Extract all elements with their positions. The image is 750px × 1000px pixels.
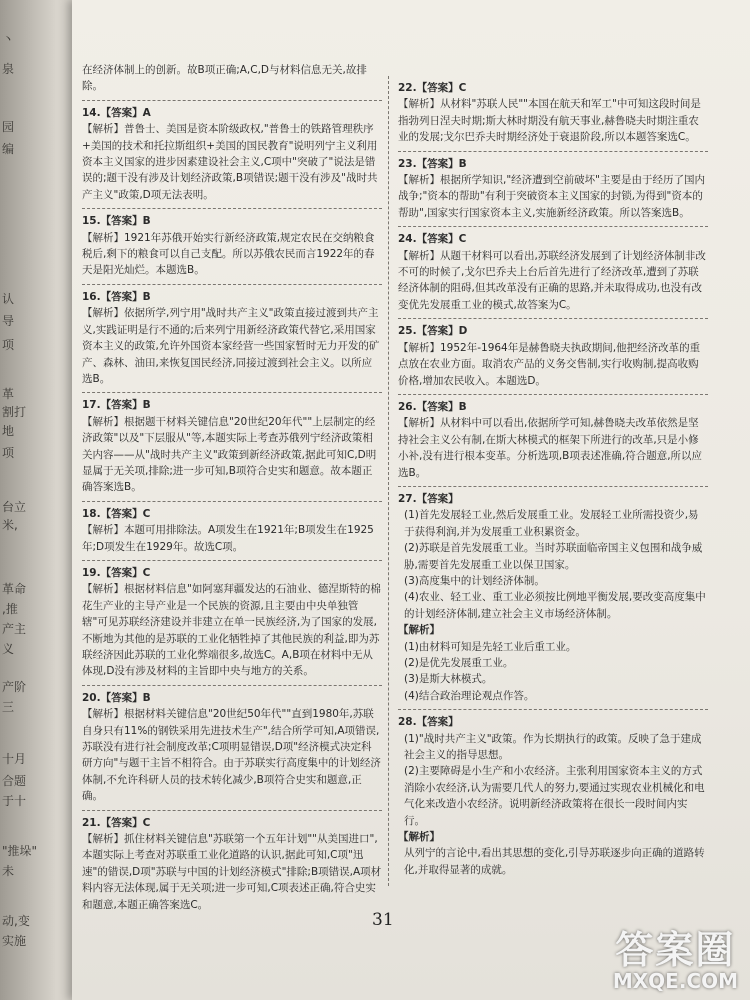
strip-fragment: 导 (2, 314, 15, 328)
strip-fragment: 十月 (2, 752, 27, 766)
answer-label: 20.【答案】B (82, 691, 151, 704)
answer-item (82, 561, 382, 686)
answer-item (82, 393, 382, 501)
strip-fragment: 台立 (2, 500, 27, 514)
answer-label: 28.【答案】 (398, 716, 459, 729)
analysis-label: 【解析】 (398, 831, 440, 844)
strip-fragment: 丶 (2, 32, 15, 46)
strip-fragment: 合题 (2, 774, 27, 788)
left-column (82, 58, 382, 918)
analysis-point: (4)结合政治理论观点作答。 (404, 689, 535, 702)
answer-label: 16.【答案】B (82, 290, 151, 303)
answer-label: 19.【答案】C (82, 566, 151, 579)
watermark-logo (613, 930, 738, 992)
strip-fragment: 革命 (2, 582, 27, 596)
answer-point: (1)"战时共产主义"政策。作为长期执行的政策。反映了急于建成社会主义的指导思想。 (404, 732, 702, 762)
answer-label: 14.【答案】A (82, 106, 151, 119)
explanation-text: 【解析】依据所学,列宁用"战时共产主义"政策直接过渡到共产主义,实践证明是行不通的;后来列宁用新经济政策代替它,采用国家资本主义的政策,允许外国资本家经营一些国家暂时无力开发的矿产、森林、油田,来恢复国民经济,同接过渡到社会主义。以所应选B。 (82, 307, 380, 385)
answer-label: 22.【答案】C (398, 82, 467, 94)
answer-item (398, 76, 708, 152)
answer-point: (1)首先发展轻工业,然后发展重工业。发展轻工业所需投资少,易于获得利润,并为发展重工业积累资金。 (404, 509, 699, 538)
answer-item (82, 686, 382, 811)
strip-fragment: 项 (2, 446, 15, 460)
strip-fragment: 义 (2, 642, 15, 656)
explanation-text: 【解析】普鲁士、美国是资本阶级政权,"普鲁士的铁路管理秩序+美国的技术和托拉斯组织+美国的国民教育"说明列宁主义利用资本主义国家的进步因素建设社会主义,C项中"突破了"说法是错误的;题干没有涉及计划经济政策,B项错误;题干没有涉及"战时共产主义"政策,D项无法表明。 (82, 123, 378, 201)
strip-fragment: 泉 (2, 62, 15, 76)
answer-label: 15.【答案】B (82, 215, 151, 228)
analysis-label: 【解析】 (398, 624, 440, 637)
strip-fragment: ,推 (2, 602, 18, 616)
answer-item (82, 285, 382, 393)
analysis-point: (1)由材料可知是先轻工业后重工业。 (404, 640, 577, 653)
answer-item (398, 710, 708, 883)
strip-fragment: 产主 (2, 622, 27, 636)
answer-label: 23.【答案】B (398, 157, 467, 170)
right-column (398, 76, 708, 883)
answer-point: (4)农业、轻工业、重工业必须按比例地平衡发展,要改变高度集中的计划经济体制,建立社会主义市场经济体制。 (404, 591, 706, 620)
answer-page (72, 0, 750, 1000)
page-number: 31 (372, 910, 394, 930)
answer-point: (2)主要障碍是小生产和小农经济。主张利用国家资本主义的方式消除小农经济,认为需要几代人的努力,要通过实现农业机械化和电气化来改造小农经济。说明新经济政策将在很长一段时间内实行。 (404, 765, 705, 827)
analysis-point: (3)是斯大林模式。 (404, 673, 493, 686)
explanation-text: 【解析】1921年苏俄开始实行新经济政策,规定农民在交纳粮食税后,剩下的粮食可以自己支配。所以苏俄农民而言1922年的春天是阳光灿烂。本题选B。 (82, 231, 375, 277)
answer-label: 21.【答案】C (82, 816, 151, 829)
strip-fragment: 地 (2, 424, 15, 438)
answer-point: (2)苏联是首先发展重工业。当时苏联面临帝国主义包围和战争威胁,需要首先发展重工业以保卫国家。 (404, 542, 703, 571)
strip-fragment: 于十 (2, 794, 27, 808)
explanation-text: 【解析】从材料"苏联人民""本国在航天和军工"中可知这段时间是指勃列日涅夫时期;斯大林时期没有航天事业,赫鲁晓夫时期注重农业的发展;戈尔巴乔夫时期经济处于衰退阶段,所以本题答案选C。 (398, 98, 701, 144)
explanation-text: 【解析】1952年-1964年是赫鲁晓夫执政期间,他把经济改革的重点放在农业方面。取消农产品的义务交售制,实行收购制,提高收购价格,增加农民收入。本题选D。 (398, 341, 701, 387)
answer-item (398, 319, 708, 395)
strip-fragment: "推垛" (2, 844, 38, 858)
answer-item (398, 395, 708, 487)
explanation-text: 【解析】根据材料信息"如阿塞拜疆发达的石油业、德涅斯特的棉花生产业的主导产业是一个民族的资源,且主要由中央单独管辖"可见苏联经济建设并非建立在单一民族经济,为了国家的发展,不断地为其他的是苏联的工业化牺牲掉了其他民族的利益,即为苏联经济因此苏联的工业化弊端很多,故选C。A,B项在材料中无从体现,D没有涉及材料的主旨即中央与地方的关系。 (82, 583, 381, 678)
strip-fragment: 米, (2, 518, 18, 532)
explanation-text: 【解析】根据材料关键信息"20世纪50年代""直到1980年,苏联自身只有11%的钢铁采用先进技术生产",结合所学可知,A项错误,苏联没有进行社会制度改革;C项明显错误,D项"经济模式决定科研方向"与题干主旨不相符合。由于苏联实行高度集中的计划经济体制,不允许科研人员的技术转化减少,B项符合史实和题意,正确。 (82, 708, 381, 803)
strip-fragment: 未 (2, 864, 15, 878)
answer-label: 24.【答案】C (398, 233, 467, 246)
watermark-url: MXQE.COM (612, 969, 738, 993)
explanation-text: 【解析】根据题干材料关键信息"20世纪20年代""上层制定的经济政策"以及"下层服从"等,本题实际上考查苏俄列宁经济政策相关内容——从"战时共产主义"政策到新经济政策,据此可知C,D明显属于无关项,排除;进一步可知,B项符合史实和题意。故本题正确答案选B。 (82, 415, 377, 494)
strip-fragment: 项 (2, 338, 15, 352)
watermark-text: 答案圈 (615, 928, 736, 972)
answer-item (398, 487, 708, 710)
analysis-point: 从列宁的言论中,看出其思想的变化,引导苏联逐步向正确的道路转化,并取得显著的成就。 (404, 847, 705, 876)
explanation-text: 【解析】根据所学知识,"经济遭到空前破坏"主要是由于经历了国内战争;"资本的帮助"有利于突破资本主义国家的封锁,为得到"资本的帮助",国家实行国家资本主义,实施新经济政策。所以答案选B。 (398, 174, 705, 219)
strip-fragment: 园 (2, 120, 15, 134)
explanation-text: 【解析】本题可用排除法。A项发生在1921年;B项发生在1925年;D项发生在1929年。故选C项。 (82, 524, 374, 553)
answer-label: 17.【答案】B (82, 399, 151, 412)
column-divider (388, 76, 389, 886)
answer-item (82, 58, 382, 101)
strip-fragment: 割打 (2, 405, 27, 419)
answer-item (398, 227, 708, 319)
answer-item (82, 209, 382, 285)
strip-fragment: 实施 (2, 934, 27, 948)
explanation-text: 在经济体制上的创新。故B项正确;A,C,D与材料信息无关,故排除。 (82, 64, 367, 93)
analysis-point: (2)是优先发展重工业。 (404, 657, 514, 669)
answer-item (82, 101, 382, 209)
strip-fragment: 产阶 (2, 680, 27, 694)
strip-fragment: 动,变 (2, 914, 30, 928)
strip-fragment: 三 (2, 700, 15, 714)
explanation-text: 【解析】从材料中可以看出,依据所学可知,赫鲁晓夫改革依然是坚持社会主义公有制,在斯大林模式的框架下所进行的改革,只是小修小补,没有进行根本变革。分析选项,B项表述准确,符合题意,所以应选B。 (398, 417, 703, 479)
answer-label: 27.【答案】 (398, 492, 459, 505)
strip-fragment: 编 (2, 142, 15, 156)
explanation-text: 【解析】抓住材料关键信息"苏联第一个五年计划""从美国进口",本题实际上考查对苏联重工业化道路的认识,据此可知,C项"迅速"的错误,D项"苏联与中国的计划经济模式"排除;B项错误,A项材料内容无法体现,属于无关项;进一步可知,C项表述正确,符合史实和题意,本题正确答案选C。 (82, 833, 382, 911)
answer-item (82, 502, 382, 561)
adjacent-page-strip (2, 0, 36, 1000)
strip-fragment: 革 (2, 387, 15, 401)
strip-fragment: 认 (2, 292, 15, 306)
explanation-text: 【解析】从题干材料可以看出,苏联经济发展到了计划经济体制非改不可的时候了,戈尔巴乔夫上台后首先进行了经济改革,遭到了苏联经济体制的阻碍,但其改革没有正确的思路,并未取得成功,也没有改变优先发展重工业的模式,故答案为C。 (398, 249, 706, 311)
answer-label: 26.【答案】B (398, 400, 467, 413)
answer-item (82, 811, 382, 918)
answer-point: (3)高度集中的计划经济体制。 (404, 574, 545, 587)
answer-label: 25.【答案】D (398, 325, 468, 338)
answer-item (398, 152, 708, 228)
answer-label: 18.【答案】C (82, 507, 151, 520)
